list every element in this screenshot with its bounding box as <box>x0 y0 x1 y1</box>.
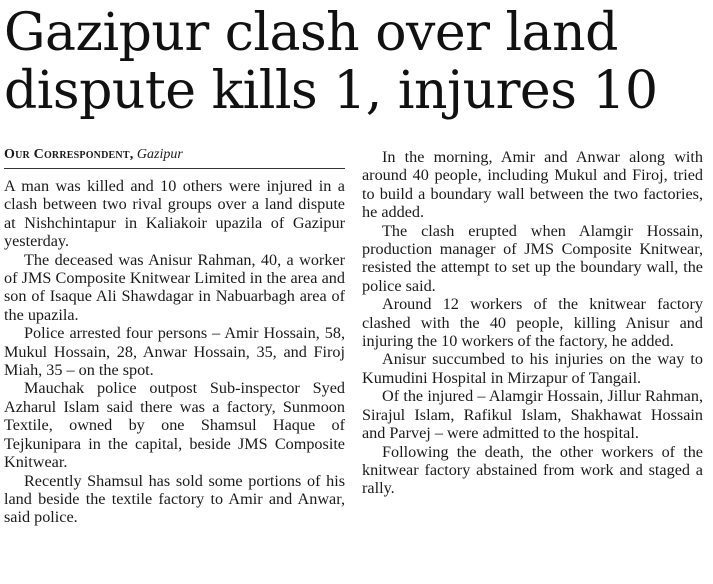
article-paragraph: The clash erupted when Alamgir Hossain, production manager of JMS Composite Knitwear, resisted the attempt to set up the boundary wall, the police said. <box>362 221 703 295</box>
byline-location: Gazipur <box>136 147 183 162</box>
headline-line-1: Gazipur clash over land <box>4 3 618 63</box>
article-paragraph: Of the injured – Alamgir Hossain, Jillur Rahman, Sirajul Islam, Rafikul Islam, Shakhawat Hossain and Parvej – were admitted to the hospital. <box>362 387 703 443</box>
article-paragraph: Anisur succumbed to his injuries on the way to Kumudini Hospital in Mirzapur of Tangail. <box>362 350 703 387</box>
article-paragraph: Mauchak police outpost Sub-inspector Syed Azharul Islam said there was a factory, Sunmoon Textile, owned by one Shamsul Haque of Tejkunipara in the capital, beside JMS Composite Knitwear. <box>4 379 345 472</box>
article-paragraph: In the morning, Amir and Anwar along with around 40 people, including Mukul and Firoj, tried to build a boundary wall between the two factories, he added. <box>362 148 703 222</box>
article-paragraph: A man was killed and 10 others were injured in a clash between two rival groups over a land dispute at Nishchintapur in Kaliakoir upazila of Gazipur yesterday. <box>4 177 345 251</box>
article-column-right <box>362 148 703 498</box>
article-paragraph: Following the death, the other workers of the knitwear factory abstained from work and staged a rally. <box>362 442 703 498</box>
article-paragraph: Recently Shamsul has sold some portions of his land beside the textile factory to Amir and Anwar, said police. <box>4 471 345 527</box>
headline-line-2: dispute kills 1, injures 10 <box>4 61 658 121</box>
article-column-left <box>4 146 345 527</box>
article-headline <box>4 4 709 120</box>
byline <box>4 146 345 169</box>
byline-author: Our Correspondent, <box>4 147 134 162</box>
article-paragraph: Around 12 workers of the knitwear factory clashed with the 40 people, killing Anisur and injuring the 10 workers of the factory, he added. <box>362 295 703 351</box>
article-paragraph: The deceased was Anisur Rahman, 40, a worker of JMS Composite Knitwear Limited in the area and son of Isaque Ali Shawdagar in Nabuarbagh area of the upazila. <box>4 250 345 324</box>
article-paragraph: Police arrested four persons – Amir Hossain, 58, Mukul Hossain, 28, Anwar Hossain, 35, and Firoj Miah, 35 – on the spot. <box>4 324 345 380</box>
